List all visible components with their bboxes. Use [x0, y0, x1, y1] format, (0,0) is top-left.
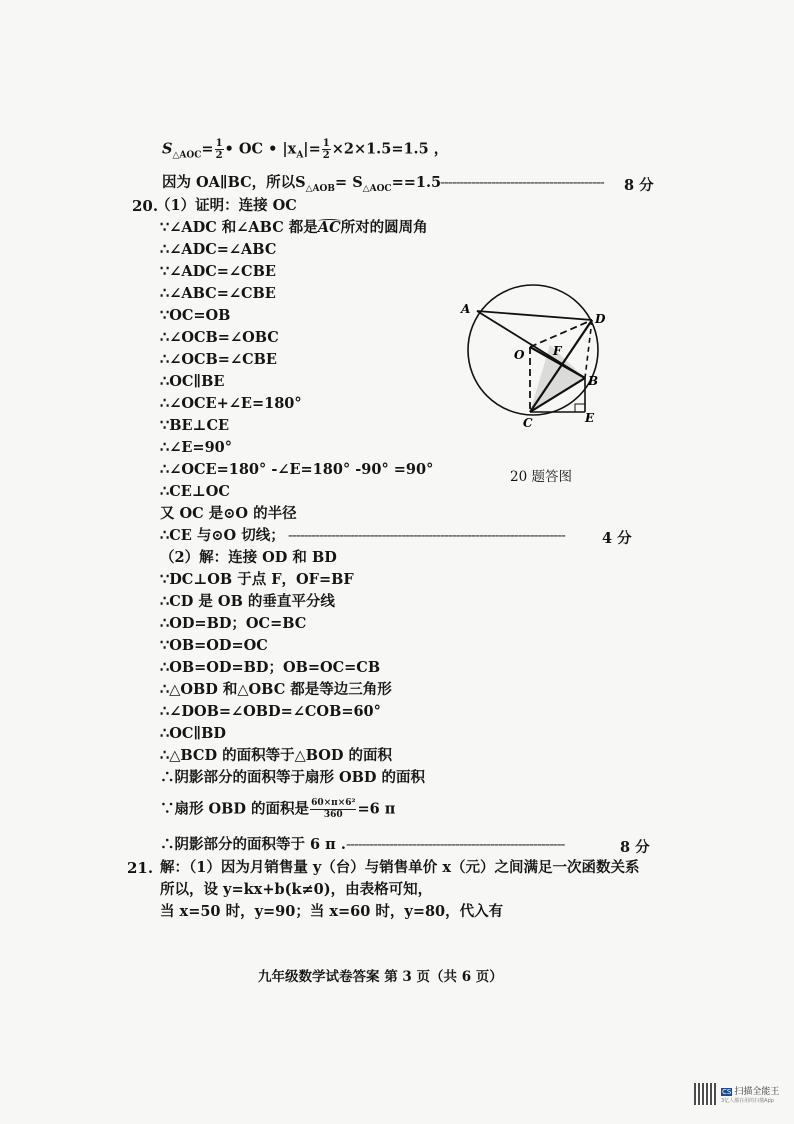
proof-line: ∴∠OCE=180° -∠E=180° -90° =90° [160, 461, 434, 478]
area-equal-line: 因为 OA∥BC，所以$S_{\triangle AOB}= S_{\triangle AOC}==1.5$ [162, 174, 442, 194]
proof-line: ∴∠DOB=∠OBD=∠COB=60° [160, 703, 381, 720]
proof-line: ∴∠OCB=∠CBE [160, 351, 277, 368]
proof-line: ∴CE⊥OC [160, 483, 230, 500]
proof-line: ∴∠OCB=∠OBC [160, 329, 279, 346]
solution-line: 解：（1）因为月销售量 y（台）与销售单价 x（元）之间满足一次函数关系 [160, 859, 640, 876]
question-number-21: 21. [127, 859, 154, 877]
label-o: O [514, 348, 525, 362]
circle-o [468, 285, 598, 415]
cs-logo-icon: CS [722, 1088, 732, 1096]
proof-line: ∴阴影部分的面积等于扇形 OBD 的面积 [160, 769, 426, 786]
proof-line: ∴OC∥BD [160, 725, 226, 742]
segment-ad [477, 311, 592, 320]
circle-geometry-figure [455, 275, 625, 435]
label-d: D [595, 312, 606, 326]
proof-line: （2）解：连接 OD 和 BD [160, 549, 337, 566]
proof-line: 又 OC 是⊙O 的半径 [160, 505, 297, 522]
proof-line: ∴OD=BD；OC=BC [160, 615, 307, 632]
proof-line: ∵OC=OB [160, 307, 231, 324]
proof-line: ∵BE⊥CE [160, 417, 230, 434]
proof-line: ∴∠ADC=∠ABC [160, 241, 277, 258]
score-dashes: -------------------------------------------------------- [346, 837, 565, 853]
solution-line: 当 x=50 时，y=90；当 x=60 时，y=80，代入有 [160, 903, 504, 920]
proof-line: （1）证明：连接 OC [156, 197, 297, 214]
qr-code-icon [694, 1083, 716, 1105]
solution-line: 所以，设 y=kx+b(k≠0)，由表格可知， [160, 881, 433, 898]
figure-caption: 20 题答图 [510, 469, 572, 485]
label-b: B [588, 374, 599, 388]
proof-line: ∴∠OCE+∠E=180° [160, 395, 302, 412]
arc-ac: AC [317, 219, 341, 236]
proof-line: ∴△OBD 和△OBC 都是等边三角形 [160, 681, 392, 698]
proof-line: ∵DC⊥OB 于点 F，OF=BF [160, 571, 354, 588]
score-dashes: ----------------------------------------------------------------------- [288, 528, 565, 544]
proof-line: ∴∠ABC=∠CBE [160, 285, 276, 302]
score-mark: 4 分 [602, 530, 632, 547]
question-number-20: 20. [132, 197, 159, 215]
proof-line: ∵∠ADC=∠CBE [160, 263, 276, 280]
area-formula-line: $S_{\triangle AOC}=$ $\frac{1}{2}$ • OC • $|x_A|=$ $\frac{1}{2}$ ×2×1.5=1.5 ， [162, 138, 449, 161]
proof-line: ∴OB=OD=BD；OB=OC=CB [160, 659, 381, 676]
right-angle-mark [575, 404, 585, 412]
scanner-brand-sub: 3亿人都在用的扫描App [721, 1098, 774, 1104]
sector-area-line: ∵扇形 OBD 的面积是 $\frac{\text{60×π×6²}}{360}$ =6 π [160, 798, 396, 820]
proof-line: ∴CD 是 OB 的垂直平分线 [160, 593, 335, 610]
scanner-brand: CS 扫描全能王 [722, 1087, 780, 1097]
label-e: E [585, 411, 595, 425]
label-f: F [553, 344, 562, 358]
score-dashes: ------------------------------------------ [440, 175, 604, 191]
proof-line: ∴△BCD 的面积等于△BOD 的面积 [160, 747, 392, 764]
proof-line: ∵∠ADC 和∠ABC 都是AC所对的圆周角 [160, 219, 428, 236]
score-mark: 8 分 [624, 177, 654, 194]
page-footer: 九年级数学试卷答案 第 3 页（共 6 页） [258, 969, 503, 985]
label-c: C [523, 416, 533, 430]
proof-line: ∵OB=OD=OC [160, 637, 268, 654]
proof-line: ∴CE 与⊙O 切线； [160, 527, 285, 544]
proof-line: ∴OC∥BE [160, 373, 225, 390]
proof-line: ∴阴影部分的面积等于 6 π . [160, 836, 346, 853]
proof-line: ∴∠E=90° [160, 439, 233, 456]
label-a: A [461, 302, 471, 316]
score-mark: 8 分 [620, 839, 650, 856]
